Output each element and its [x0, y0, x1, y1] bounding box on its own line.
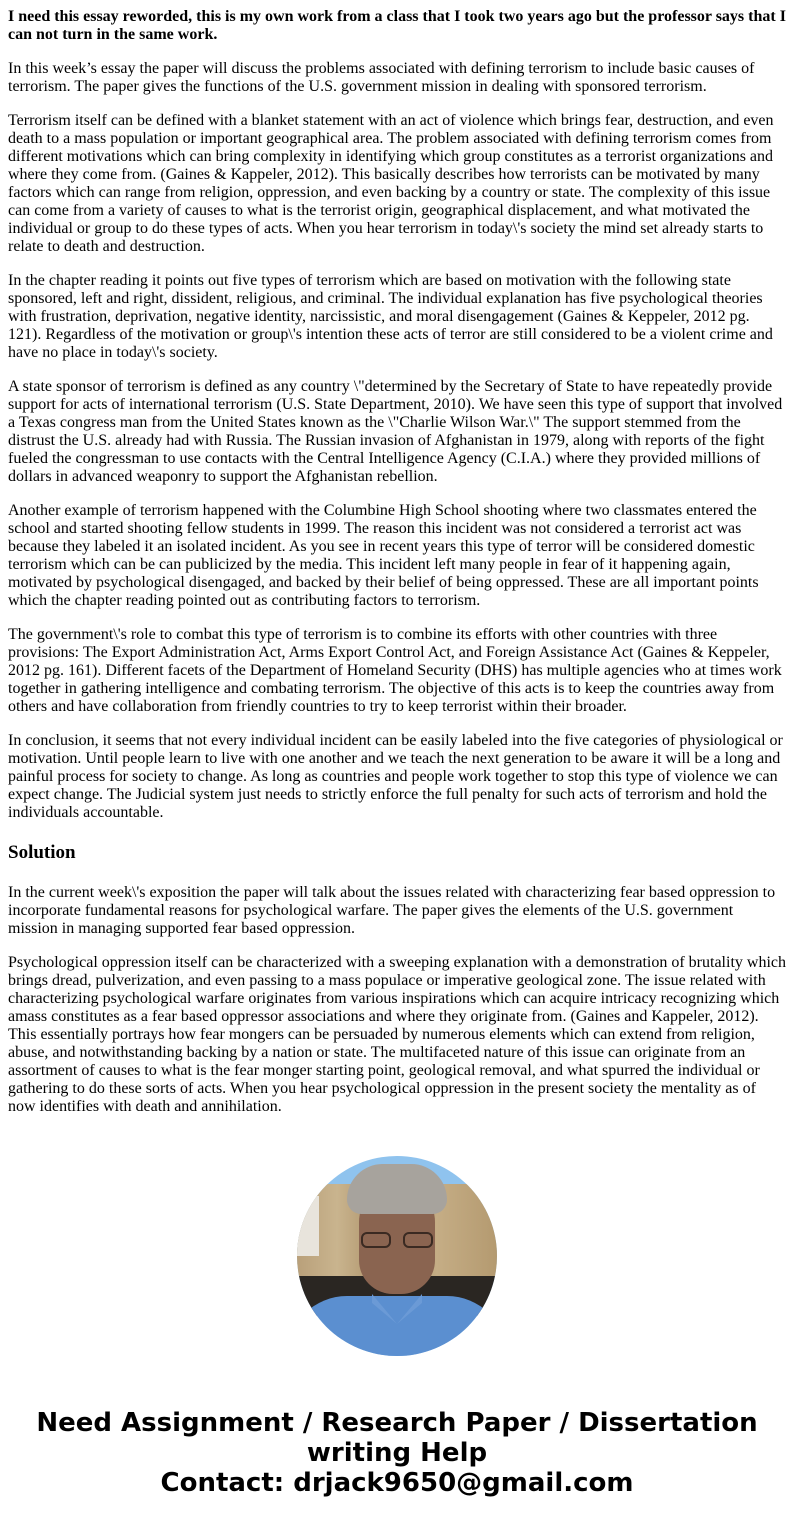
essay-paragraph: In conclusion, it seems that not every individual incident can be easily labeled into the five categories of physiological or motivation. Until people learn to live with one another and we teach the next generation to be aware it will be a long and painful process for society to change. As long as countries and people work together to stop this type of violence we can expect change. The Judicial system just needs to strictly enforce the full penalty for such acts of terrorism and hold the individuals accountable.	[8, 732, 783, 821]
wall-panel	[297, 1196, 319, 1256]
essay-paragraph: Terrorism itself can be defined with a blanket statement with an act of violence which brings fear, destruction, and even death to a mass population or important geographical area. The problem associated with defining terrorism comes from different motivations which can bring complexity in identifying which group constitutes as a terrorist organizations and where they come from. (Gaines & Kappeler, 2012). This basically describes how terrorists can be motivated by many factors which can range from religion, oppression, and even backing by a country or state. The complexity of this issue can come from a variety of causes to what is the terrorist origin, geographical displacement, and what motivated the individual or group to do these types of acts. When you hear terrorism in today\'s society the mind set already starts to relate to death and destruction.	[8, 112, 774, 255]
promo-contact: Contact: drjack9650@gmail.com	[160, 1468, 634, 1498]
solution-body	[8, 884, 786, 1116]
promo-line-2: writing Help	[306, 1438, 488, 1468]
author-photo-container	[0, 1156, 794, 1356]
promo-line-1: Need Assignment / Research Paper / Dissertation	[36, 1408, 758, 1438]
essay-paragraph: In this week’s essay the paper will discuss the problems associated with defining terrorism to include basic causes of terrorism. The paper gives the functions of the U.S. government mission in dealing with sponsored terrorism.	[8, 60, 755, 95]
essay-paragraph: The government\'s role to combat this type of terrorism is to combine its efforts with other countries with three provisions: The Export Administration Act, Arms Export Control Act, and Foreign Assistance Act (Gaines & Keppeler, 2012 pg. 161). Different facets of the Department of Homeland Security (DHS) has multiple agencies who at times work together in gathering intelligence and combating terrorism. The objective of this acts is to keep the countries away from others and have collaboration from friendly countries to try to keep terrorist within their broader.	[8, 626, 782, 715]
solution-paragraph: In the current week\'s exposition the paper will talk about the issues related with characterizing fear based oppression to incorporate fundamental reasons for psychological warfare. The paper gives the elements of the U.S. government mission in managing supported fear based oppression.	[8, 884, 776, 937]
essay-paragraph: Another example of terrorism happened with the Columbine High School shooting where two classmates entered the school and started shooting fellow students in 1999. The reason this incident was not considered a terrorist act was because they labeled it an isolated incident. As you see in recent years this type of terror will be considered domestic terrorism which can be can publicized by the media. This incident left many people in fear of it happening again, motivated by psychological disengaged, and backed by their belief of being oppressed. These are all important points which the chapter reading pointed out as contributing factors to terrorism.	[8, 502, 759, 609]
solution-heading: Solution	[8, 842, 76, 863]
solution-paragraph: Psychological oppression itself can be characterized with a sweeping explanation with a demonstration of brutality which brings dread, pulverization, and even passing to a mass populace or imperative geological zone. The issue related with characterizing psychological warfare originates from various inspirations which can acquire intricacy recognizing which amass constitutes as a fear based oppressor associations and where they originate from. (Gaines and Kappeler, 2012). This essentially portrays how fear mongers can be persuaded by numerous elements which can extend from religion, abuse, and notwithstanding backing by a nation or state. The multifaceted nature of this issue can originate from an assortment of causes to what is the fear monger starting point, geological removal, and what spurred the individual or gathering to do these sorts of acts. When you hear psychological oppression in the present society the mentality as of now identifies with death and annihilation.	[8, 954, 786, 1115]
author-avatar	[297, 1156, 497, 1356]
essay-paragraph: In the chapter reading it points out five types of terrorism which are based on motivation with the following state sponsored, left and right, dissident, religious, and criminal. The individual explanation has five psychological theories with frustration, deprivation, negative identity, narcissistic, and moral disengagement (Gaines & Keppeler, 2012 pg. 121). Regardless of the motivation or group\'s intention these acts of terror are still considered to be a violent crime and have no place in today\'s society.	[8, 272, 773, 361]
glasses-icon	[361, 1232, 433, 1250]
promo-banner	[0, 1408, 794, 1498]
grey-hair	[347, 1164, 447, 1214]
essay-paragraph: A state sponsor of terrorism is defined as any country \"determined by the Secretary of State to have repeatedly provide support for acts of international terrorism (U.S. State Department, 2010). We have seen this type of support that involved a Texas congress man from the United States known as the \"Charlie Wilson War.\" The support stemmed from the distrust the U.S. already had with Russia. The Russian invasion of Afghanistan in 1979, along with reports of the fight fueled the congressman to use contacts with the Central Intelligence Agency (C.I.A.) where they provided millions of dollars in advanced weaponry to support the Afghanistan rebellion.	[8, 378, 783, 485]
blue-shirt	[297, 1296, 497, 1356]
question-text: I need this essay reworded, this is my own work from a class that I took two years ago but the professor says that I can not turn in the same work.	[8, 8, 786, 43]
original-essay	[8, 60, 786, 822]
